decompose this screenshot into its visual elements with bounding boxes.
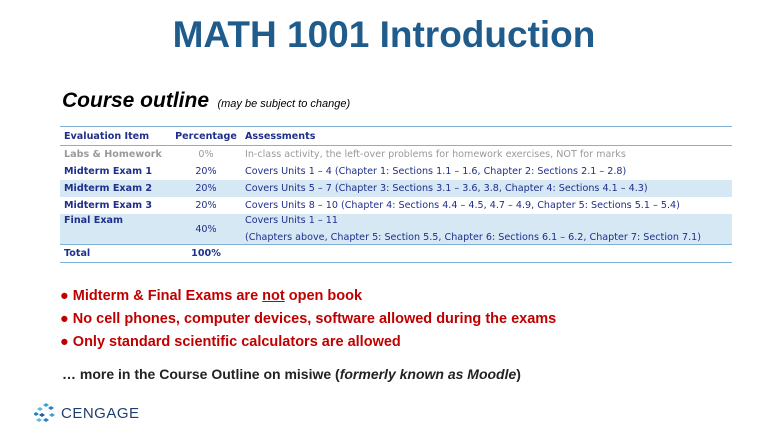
- row-assessment-line2: (Chapters above, Chapter 5: Section 5.5, Chapter 6: Sections 6.1 – 6.2, Chapter 7: Section 7.1): [245, 232, 701, 243]
- section-title: Course outline: [62, 89, 210, 112]
- header-percentage: Percentage: [171, 127, 241, 146]
- rule-open-book-post: open book: [284, 288, 363, 304]
- row-percentage: 0%: [198, 149, 214, 160]
- total-percentage: 100%: [171, 245, 241, 263]
- section-heading: [62, 89, 350, 113]
- row-percentage: 20%: [171, 180, 241, 197]
- row-percentage: 40%: [171, 214, 241, 245]
- row-percentage: 20%: [195, 200, 217, 211]
- rule-open-book-pre: ● Midterm & Final Exams are: [60, 288, 263, 304]
- more-info-note: [62, 366, 521, 382]
- table-row: [60, 180, 732, 197]
- rule-open-book: [60, 285, 556, 308]
- row-item: Labs & Homework: [64, 149, 162, 160]
- rule-calculators: ● Only standard scientific calculators are allowed: [60, 334, 401, 350]
- table-header-row: [60, 127, 732, 146]
- more-info-pre: … more in the Course Outline on misiwe (: [62, 366, 340, 382]
- table-row: [60, 146, 732, 164]
- slide-title: MATH 1001 Introduction: [172, 14, 596, 55]
- table-row: [60, 197, 732, 214]
- header-assessments: Assessments: [241, 127, 732, 146]
- more-info-post: ): [516, 366, 521, 382]
- row-assessment: Covers Units 8 – 10 (Chapter 4: Sections 4.4 – 4.5, 4.7 – 4.9, Chapter 5: Sections 5.1 – 5.4): [245, 200, 680, 211]
- section-note: (may be subject to change): [217, 98, 351, 110]
- row-assessment: Covers Units 5 – 7 (Chapter 3: Sections 3.1 – 3.6, 3.8, Chapter 4: Sections 4.1 – 4.3): [241, 180, 732, 197]
- cengage-logo: [34, 402, 140, 424]
- row-item: Midterm Exam 1: [64, 166, 153, 177]
- row-assessment: [241, 214, 732, 245]
- rule-open-book-not: not: [262, 288, 285, 304]
- more-info-italic: formerly known as Moodle: [339, 366, 517, 382]
- row-item: Midterm Exam 3: [64, 200, 153, 211]
- row-assessment-line1: Covers Units 1 – 11: [245, 215, 338, 226]
- row-assessment: Covers Units 1 – 4 (Chapter 1: Sections 1.1 – 1.6, Chapter 2: Sections 2.1 – 2.8): [245, 166, 627, 177]
- rules-list: [60, 285, 556, 354]
- rule-no-devices: ● No cell phones, computer devices, software allowed during the exams: [60, 311, 557, 327]
- total-assessment: [241, 245, 732, 263]
- row-item: Final Exam: [60, 214, 171, 245]
- total-label: Total: [60, 245, 171, 263]
- table-row: [60, 163, 732, 180]
- evaluation-table: [60, 126, 732, 263]
- row-percentage: 20%: [195, 166, 217, 177]
- row-assessment: In-class activity, the left-over problems for homework exercises, NOT for marks: [245, 149, 626, 160]
- table-total-row: [60, 245, 732, 263]
- cengage-logo-text: CENGAGE: [61, 404, 140, 422]
- table-row: [60, 214, 732, 245]
- row-item: Midterm Exam 2: [60, 180, 171, 197]
- cengage-logo-icon: [34, 402, 56, 424]
- header-evaluation-item: Evaluation Item: [60, 127, 171, 146]
